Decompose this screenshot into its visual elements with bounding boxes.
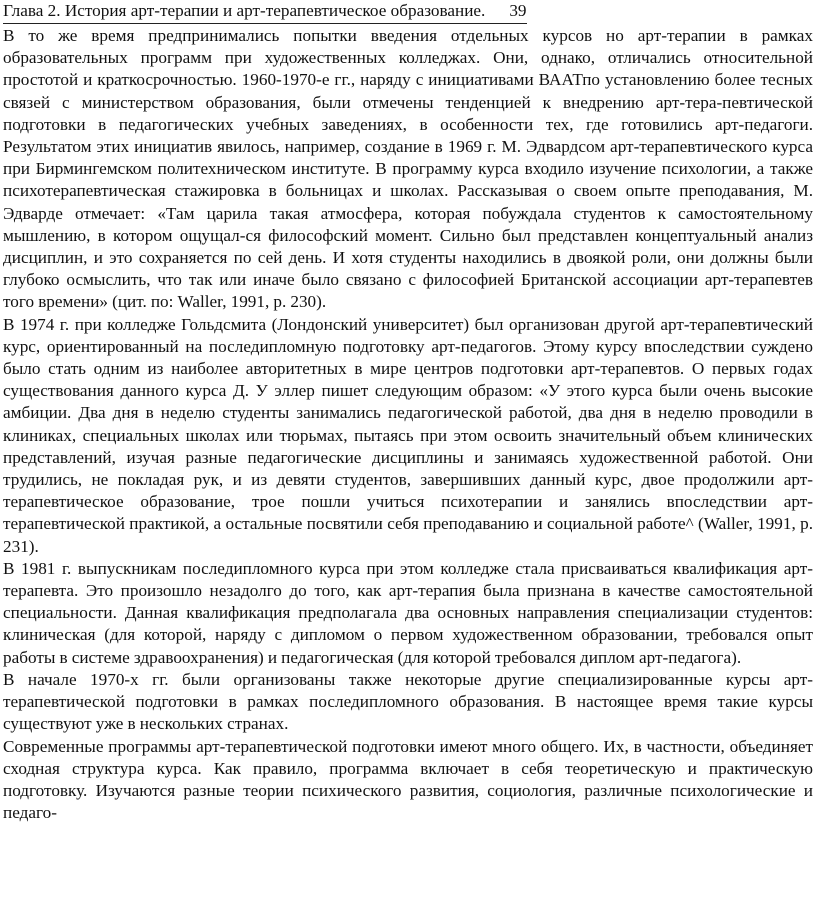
paragraph-2: В 1974 г. при колледже Гольдсмита (Лондонский университет) был организован другой арт-терапевтический курс, ориентированный на последипломную подготовку арт-педагогов. Этому курсу впоследствии суждено было стать одним из наиболее авторитетных в мире центров подготовки арт-терапевтов. О первых годах существования данного курса Д. У эллер пишет следующим образом: «У этого курса были очень высокие амбиции. Два дня в неделю студенты занимались педагогической работой, два дня в неделю проводили в клиниках, специальных школах или тюрьмах, пытаясь при этом освоить значительный объем клинических представлений, изучая разные педагогические дисциплины и занимаясь художественной работой. Они трудились, не покладая рук, и из девяти студентов, завершивших данный курс, двое продолжили арт-терапевтическое образование, трое пошли учиться психотерапии и занялись впоследствии арт-терапевтической практикой, а остальные посвятили себя преподаванию и социальной работе^ (Waller, 1991, р. 231). (3, 314, 813, 556)
paragraph-5: Современные программы арт-терапевтической подготовки имеют много общего. Их, в частности, объединяет сходная структура курса. Как правило, программа включает в себя теоретическую и практическую подготовку. Изучаются разные теории психического развития, социология, различные психологические и педаго- (3, 736, 813, 823)
paragraph-1: В то же время предпринимались попытки введения отдельных курсов но арт-терапии в рамках образовательных программ при художественных колледжах. Они, однако, отличались относительной простотой и краткосрочностью. 1960-1970-е гг., наряду с инициативами ВААТпо установлению более тесных связей с министерством образования, были отмечены тенденцией к внедрению арт-тера-певтической подготовки в педагогических учебных заведениях, в особенности тех, где готовились арт-педагоги. Результатом этих инициатив явилось, например, создание в 1969 г. М. Эдвардсом арт-терапевтического курса при Бирмингемском политехническом институте. В программу курса входило изучение психологии, а также психотерапевтическая стажировка в больницах и школах. Рассказывая о своем опыте преподавания, М. Эдварде отмечает: «Там царила такая атмосфера, которая побуждала студентов к самостоятельному мышлению, в котором ощущал-ся философский момент. Сильно был представлен концептуальный анализ дисциплин, и это сохраняется по сей день. И хотя студенты находились в двоякой роли, они должны были глубоко осмыслить, что так или иначе было связано с философией Британской ассоциации арт-терапевтев того времени» (цит. по: Waller, 1991, р. 230). (3, 26, 813, 312)
running-header (3, 0, 527, 24)
document-body (3, 25, 813, 824)
chapter-title: Глава 2. История арт-терапии и арт-терапевтическое образование. (3, 1, 486, 20)
page-number: 39 (509, 1, 527, 20)
paragraph-4: В начале 1970-х гг. были организованы также некоторые другие специализированные курсы арт-терапевтической подготовки в рамках последипломного образования. В настоящее время такие курсы существуют уже в нескольких странах. (3, 669, 813, 734)
paragraph-3: В 1981 г. выпускникам последипломного курса при этом колледже стала присваиваться квалификация арт-терапевта. Это произошло незадолго до того, как арт-терапия была признана в качестве самостоятельной специальности. Данная квалификация предполагала два основных направления специализации студентов: клиническая (для которой, наряду с дипломом о первом художественном образовании, требовался опыт работы в системе здравоохранения) и педагогическая (для которой требовался диплом арт-педагога). (3, 558, 813, 667)
